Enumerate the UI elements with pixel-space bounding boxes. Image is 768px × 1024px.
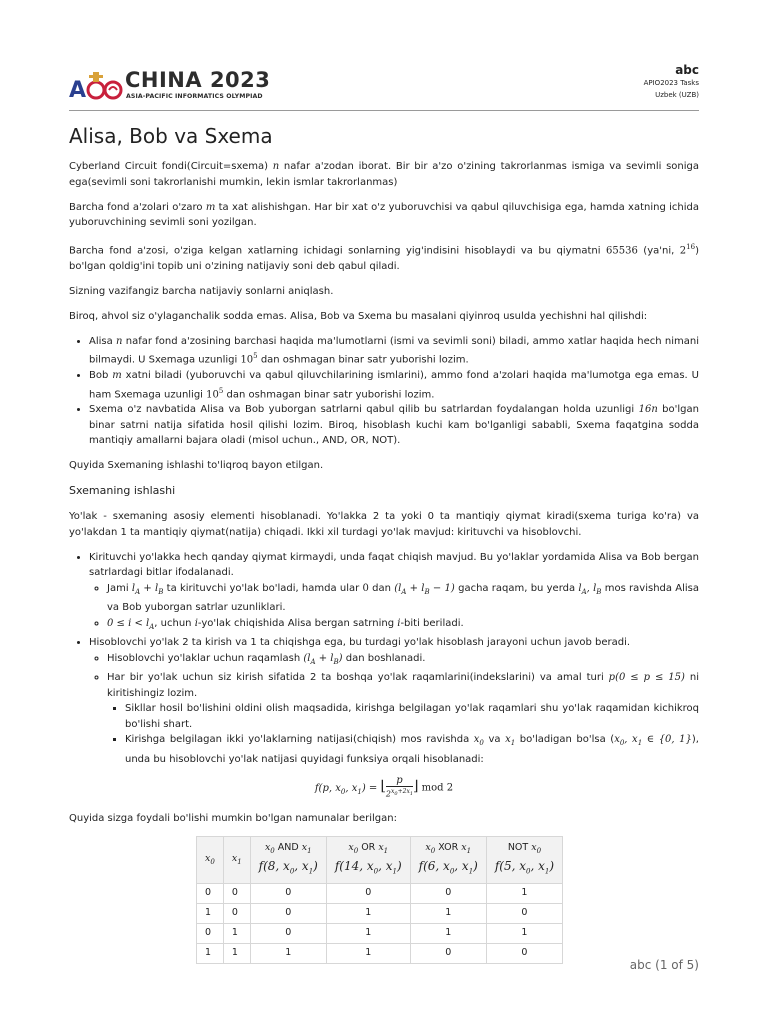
table-row (197, 883, 563, 903)
paragraph: Quyida Sxemaning ishlashi to'liqroq bayon etilgan. (69, 459, 324, 471)
list-item: • Kirituvchi yo'lakka hech qanday qiymat kirmaydi, unda faqat chiqish mavjud. Bu yo'laklar yordamida Alisa va Bob bergan satrlardagi bitlar ifodalanadi. ◦ Jami $l_A + l_B$ ta kirituvchi yo'lak bo'ladi, hamda ular 0 dan $(l_A + l_B - 1)$ gacha raqam, bu yerda $l_A$, $l_B$ mos ravishda Alisa va Bob yuborgan satrlar uzunliklari. ◦ $0 \le i < l_A$, uchun i-yo'lak chiqishida Alisa bergan satrning i-biti beriladi. (89, 550, 699, 636)
table-cell: 1 (326, 943, 410, 963)
list-item: • Alisa n nafar fond a'zosining barchasi haqida ma'lumotlarni (ismi va sevimli soni) biladi, ammo xatlar haqida hech nimani bilmaydi. U Sxemaga uzunligi $10^5$ dan oshmagan binar satr yuborishi lozim. (89, 334, 699, 368)
gate-formula: f(p, $x_0$, $x_1$) = ⌊ p $2^{x_0+2x_1}$ ⌋ mod 2 (314, 775, 454, 800)
table-cell: 1 (223, 943, 250, 963)
table-header-row (197, 837, 563, 883)
table-cell: 0 (410, 883, 486, 903)
gate-examples-table (196, 836, 563, 963)
table-row (197, 943, 563, 963)
page-header (69, 0, 699, 111)
table-cell: 0 (223, 903, 250, 923)
paragraph: Yo'lak - sxemaning asosiy elementi hisoblanadi. Yo'lakka 2 ta yoki 0 ta mantiqiy qiymat kiradi(sxema turiga ko'ra) va yo'lakdan 1 ta mantiqiy qiymat(natija) chiqadi. Ikki xil turdagi yo'lak mavjud: kirituvchi va hisoblovchi. (69, 511, 699, 538)
table-cell: 1 (326, 903, 410, 923)
table-cell: 0 (410, 943, 486, 963)
table-cell: 0 (223, 883, 250, 903)
table-cell: 1 (223, 923, 250, 943)
table-cell: 1 (197, 903, 224, 923)
page-footer: abc (1 of 5) (629, 958, 699, 972)
table-cell: 1 (410, 903, 486, 923)
table-cell: 1 (326, 923, 410, 943)
list-item: ◦ Jami $l_A + l_B$ ta kirituvchi yo'lak bo'ladi, hamda ular 0 dan $(l_A + l_B - 1)$ gacha raqam, bu yerda $l_A$, $l_B$ mos ravishda Alisa va Bob yuborgan satrlar uzunliklari. (107, 581, 699, 616)
paragraph: Barcha fond a'zosi, o'ziga kelgan xatlarning ichidagi sonlarning yig'indisini hisoblaydi va bu qiymatni 65536 (ya'ni, $2^{16}$) bo'lgan qoldig'ini topib uni o'zining natijaviy soni deb qabul qiladi. (69, 243, 699, 272)
table-header: $x_0$ (197, 837, 224, 883)
paragraph: Cyberland Circuit fondi(Circuit=sxema) n nafar a'zodan iborat. Bir bir a'zo o'zining takrorlanmas ismiga va sevimli soniga ega(sevimli soni takrorlanishi mumkin, lekin ismlar takrorlanmas) (69, 161, 700, 188)
paragraph: Quyida sizga foydali bo'lishi mumkin bo'lgan namunalar berilgan: (69, 813, 397, 825)
table-cell: 0 (326, 883, 410, 903)
table-cell: 1 (486, 883, 562, 903)
list-item: • Bob m xatni biladi (yuboruvchi va qabul qiluvchilarining ismlarini), ammo fond a'zolari haqida ma'lumotga ega emas. U ham Sxemaga uzunligi $10^5$ dan oshmagan binar satr yuborishi lozim. (89, 368, 699, 402)
gates-list (69, 550, 699, 768)
list-item: • Hisoblovchi yo'lak 2 ta kirish va 1 ta chiqishga ega, bu turdagi yo'lak hisoblash jarayoni uchun javob beradi. ◦ Hisoblovchi yo'laklar uchun raqamlash $(l_A + l_B)$ dan boshlanadi. ◦ Har bir yo'lak uchun siz kirish sifatida 2 ta boshqa yo'lak raqamlarini(indekslarini) va amal turi p(0 ≤ p ≤ 15) ni kiritishingiz lozim. ▪ Sikllar hosil bo'lishini oldini olish maqsadida, kirishga belgilagan yo'lak raqamlari shu yo'lak raqamidan kichikroq bo'lishi shart. ▪ Kirishga belgilagan ikki yo'laklarning natijasi(chiqish) mos ravishda $x_0$ va $x_1$ bo'ladigan bo'lsa ($x_0$, $x_1$ ∈ {0, 1}), unda bu hisoblovchi yo'lak natijasi quyidagi funksiya orqali hisoblanadi: (89, 635, 699, 767)
page-title: Alisa, Bob va Sxema (69, 124, 273, 148)
list-item: ◦ $0 \le i < l_A$, uchun i-yo'lak chiqishida Alisa bergan satrning i-biti beriladi. (107, 616, 699, 636)
table-header: $x_0$ OR $x_1$ f(14, $x_0$, $x_1$) (326, 837, 410, 883)
list-item: ◦ Hisoblovchi yo'laklar uchun raqamlash $(l_A + l_B)$ dan boshlanadi. (107, 651, 699, 671)
page (69, 0, 700, 959)
list-item: ◦ Har bir yo'lak uchun siz kirish sifatida 2 ta boshqa yo'lak raqamlarini(indekslarini) va amal turi p(0 ≤ p ≤ 15) ni kiritishingiz lozim. ▪ Sikllar hosil bo'lishini oldini olish maqsadida, kirishga belgilagan yo'lak raqamlari shu yo'lak raqamidan kichikroq bo'lishi shart. ▪ Kirishga belgilagan ikki yo'laklarning natijasi(chiqish) mos ravishda $x_0$ va $x_1$ bo'ladigan bo'lsa ($x_0$, $x_1$ ∈ {0, 1}), unda bu hisoblovchi yo'lak natijasi quyidagi funksiya orqali hisoblanadi: (107, 670, 699, 767)
table-cell: 0 (197, 883, 224, 903)
section-heading: Sxemaning ishlashi (69, 483, 176, 497)
list-item: ▪ Sikllar hosil bo'lishini oldini olish maqsadida, kirishga belgilagan yo'lak raqamlari shu yo'lak raqamidan kichikroq bo'lishi shart. (125, 701, 699, 732)
table-cell: 0 (250, 903, 326, 923)
paragraph: Biroq, ahvol siz o'ylaganchalik sodda emas. Alisa, Bob va Sxema bu masalani qiyinroq usulda yechishni hal qilishdi: (69, 310, 648, 322)
table-cell: 0 (486, 903, 562, 923)
language-line: Uzbek (UZB) (655, 91, 699, 99)
apio-emblem-icon (69, 70, 127, 104)
table-cell: 1 (197, 943, 224, 963)
table-cell: 0 (197, 923, 224, 943)
table-cell: 0 (250, 883, 326, 903)
svg-text:A: A (69, 78, 87, 103)
table-cell: 0 (486, 943, 562, 963)
list-item: ▪ Kirishga belgilagan ikki yo'laklarning natijasi(chiqish) mos ravishda $x_0$ va $x_1$ bo'ladigan bo'lsa ($x_0$, $x_1$ ∈ {0, 1}), unda bu hisoblovchi yo'lak natijasi quyidagi funksiya orqali hisoblanadi: (125, 732, 699, 767)
table-header: $x_1$ (223, 837, 250, 883)
table-header: NOT $x_0$ f(5, $x_0$, $x_1$) (486, 837, 562, 883)
table-row (197, 903, 563, 923)
table-cell: 1 (250, 943, 326, 963)
header-meta (644, 63, 699, 101)
apio-logo (69, 70, 289, 104)
table-cell: 1 (410, 923, 486, 943)
contest-line: APIO2023 Tasks (643, 79, 699, 87)
table-row (197, 923, 563, 943)
table-cell: 1 (486, 923, 562, 943)
table-header: $x_0$ XOR $x_1$ f(6, $x_0$, $x_1$) (410, 837, 486, 883)
table-header: $x_0$ AND $x_1$ f(8, $x_0$, $x_1$) (250, 837, 326, 883)
logo-subtitle: ASIA-PACIFIC INFORMATICS OLYMPIAD (126, 93, 263, 100)
list-item: • Sxema o'z navbatida Alisa va Bob yuborgan satrlarni qabul qilib bu satrlardan foydalangan holda uzunligi 16n bo'lgan binar satrni natija sifatida hosil qilishi lozim. Biroq, hisoblash kuchi kam bo'lganligi sababli, Sxema faqatgina sodda mantiqiy amallarni bajara oladi (misol uchun., AND, OR, NOT). (89, 402, 699, 449)
roles-list (69, 334, 699, 449)
doc-title: abc (675, 63, 699, 77)
paragraph: Barcha fond a'zolari o'zaro m ta xat alishishgan. Har bir xat o'z yuboruvchisi va qabul qiluvchisiga ega, hamda xatning ichida yuboruvchining sevimli soni yozilgan. (69, 201, 699, 228)
task-statement (69, 159, 699, 964)
logo-brand-text: CHINA 2023 (125, 68, 271, 92)
paragraph: Sizning vazifangiz barcha natijaviy sonlarni aniqlash. (69, 285, 334, 297)
table-cell: 0 (250, 923, 326, 943)
